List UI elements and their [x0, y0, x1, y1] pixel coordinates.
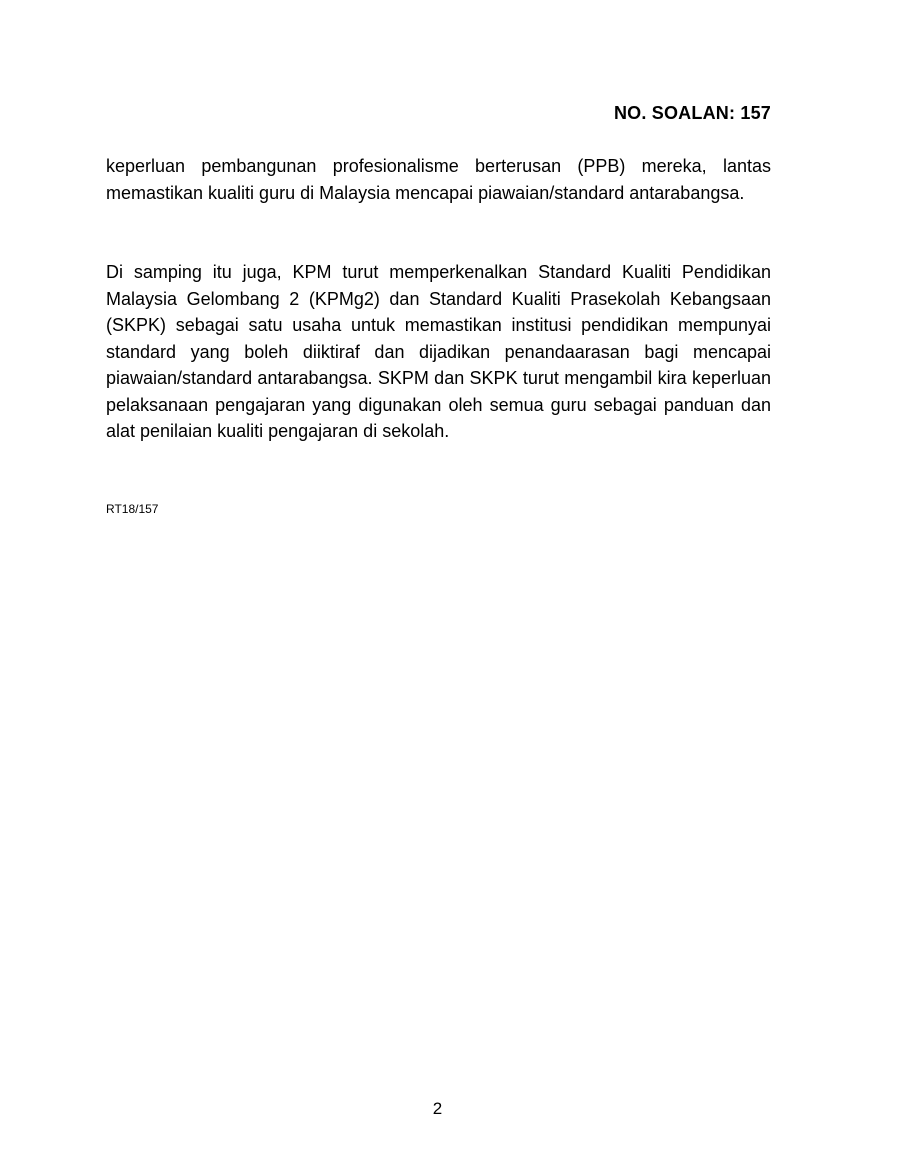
- reference-code: RT18/157: [106, 502, 159, 516]
- body-paragraph: keperluan pembangunan profesionalisme berterusan (PPB) mereka, lantas memastikan kualiti guru di Malaysia mencapai piawaian/standard antarabangsa.: [106, 156, 771, 203]
- question-number: NO. SOALAN: 157: [613, 103, 771, 123]
- body-paragraph: Di samping itu juga, KPM turut memperkenalkan Standard Kualiti Pendidikan Malaysia Gelombang 2 (KPMg2) dan Standard Kualiti Prasekolah Kebangsaan (SKPK) sebagai satu usaha untuk memastikan institusi pendidikan mempunyai standard yang boleh diiktiraf dan dijadikan penandaarasan bagi mencapai piawaian/standard antarabangsa. SKPM dan SKPK turut mengambil kira keperluan pelaksanaan pengajaran yang digunakan oleh semua guru sebagai panduan dan alat penilaian kualiti pengajaran di sekolah.: [106, 262, 771, 441]
- page-number: 2: [432, 1099, 443, 1118]
